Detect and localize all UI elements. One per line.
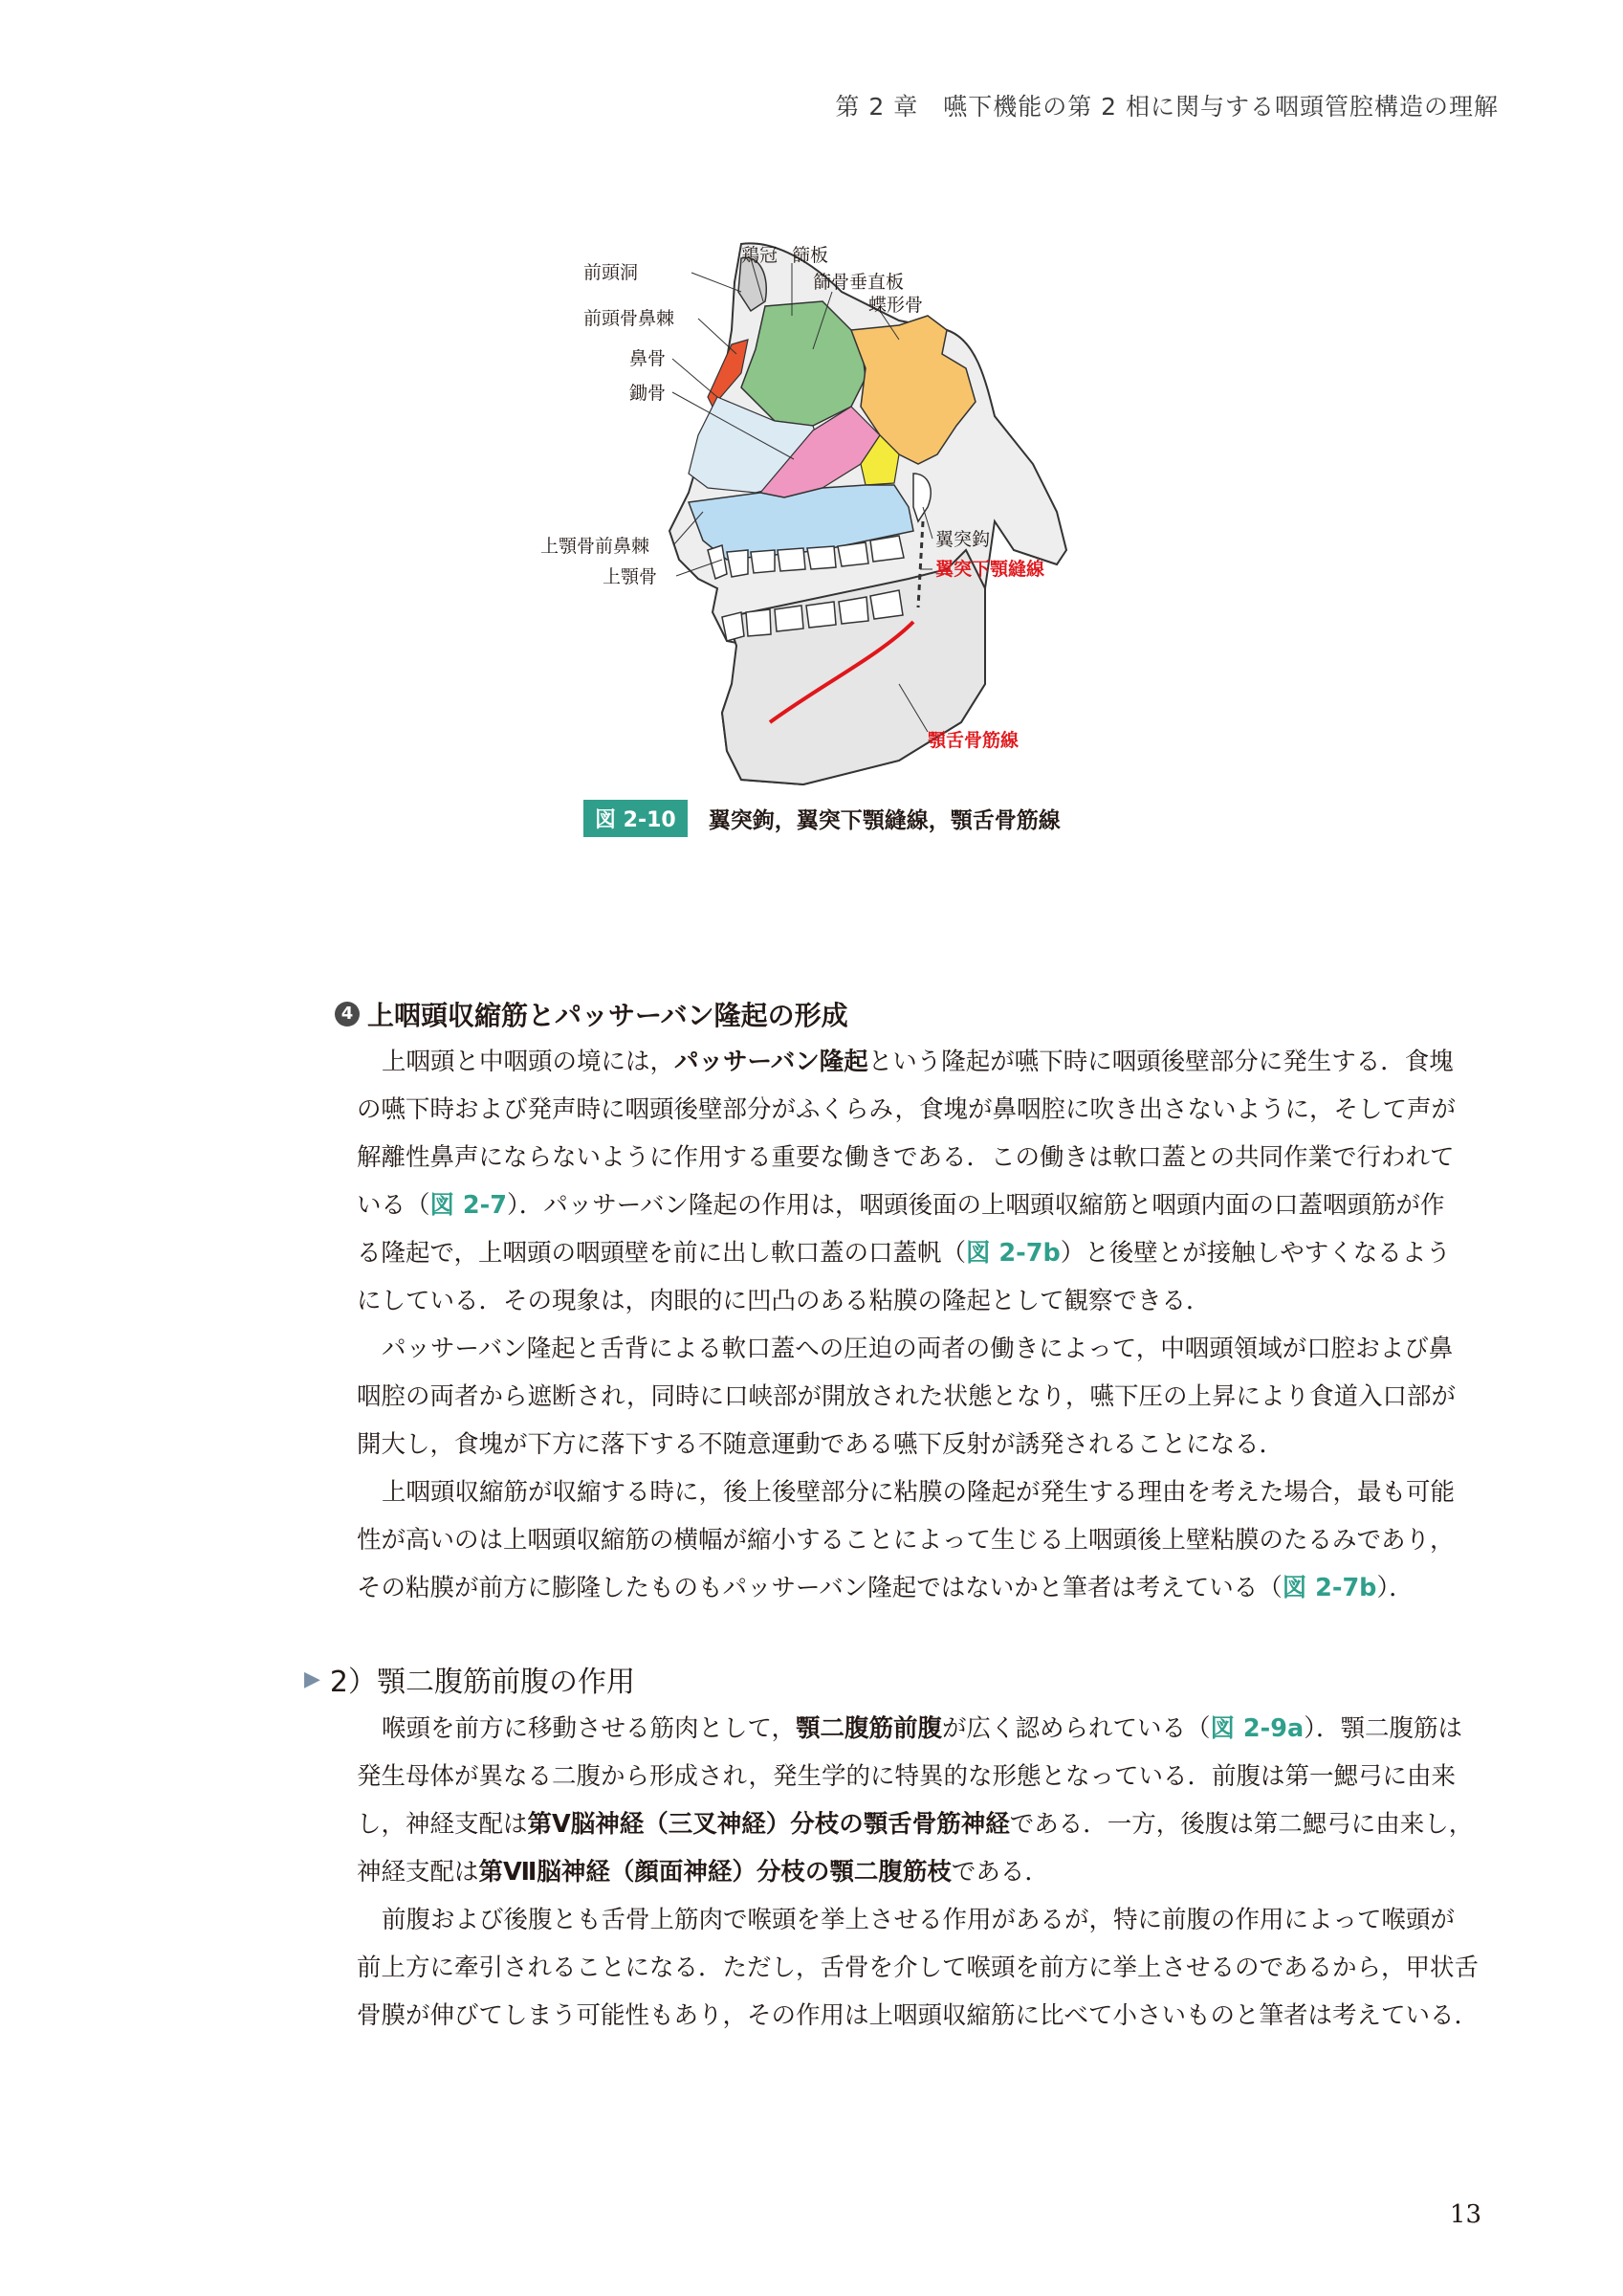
paragraph: パッサーバン隆起と舌背による軟口蓋への圧迫の両者の働きによって，中咽頭領域が口腔および鼻 咽腔の両者から遮断され，同時に口峡部が開放された状態となり，嚥下圧の上昇により食道入口部が 開大し，食塊が下方に落下する不随意運動である嚥下反射が誘発されることになる． (357, 1335, 1457, 1459)
label-maxilla: 上顎骨 (603, 566, 658, 587)
section-heading-4 (335, 995, 848, 1033)
figure-caption (583, 800, 1061, 836)
page-number: 13 (1449, 2200, 1481, 2229)
label-vomer: 鋤骨 (629, 383, 667, 404)
section4-body (357, 1038, 1487, 1612)
paragraph: 上咽頭収縮筋が収縮する時に，後上後壁部分に粘膜の隆起が発生する理由を考えた場合，最も可能 性が高いのは上咽頭収縮筋の横幅が縮小することによって生じる上咽頭後上壁粘膜のたるみであり， その粘膜が前方に膨隆したものもパッサーバン隆起ではないかと筆者は考えている（図 2-7b）． (357, 1478, 1456, 1602)
paragraph: 上咽頭と中咽頭の境には，パッサーバン隆起という隆起が嚥下時に咽頭後壁部分に発生する．食塊 の嚥下時および発声時に咽頭後壁部分がふくらみ，食塊が鼻咽腔に吹き出さないように，そして声が 解離性鼻声にならないように作用する重要な働きである．この働きは軟口蓋との共同作業で行われて いる（図 2-7）．パッサーバン隆起の作用は，咽頭後面の上咽頭収縮筋と咽頭内面の口蓋咽頭筋が作 る隆起で，上咽頭の咽頭壁を前に出し軟口蓋の口蓋帆（図 2-7b）と後壁とが接触しやすくなるよう にしている．その現象は，肉眼的に凹凸のある粘膜の隆起として観察できる． (357, 1048, 1457, 1315)
section2-body (357, 1705, 1487, 2040)
subsection-heading (304, 1658, 635, 1700)
anatomy-figure (536, 234, 1186, 799)
figure-number-badge: 図 2-10 (583, 800, 688, 837)
triangle-bullet-icon: ▶ (304, 1667, 320, 1691)
label-cribriform-plate: 篩板 (792, 245, 829, 266)
paragraph: 前腹および後腹とも舌骨上筋肉で喉頭を挙上させる作用があるが，特に前腹の作用によって喉頭が 前上方に牽引されることになる．ただし，舌骨を介して喉頭を前方に挙上させるのであるから，甲状舌 骨膜が伸びてしまう可能性もあり，その作用は上咽頭収縮筋に比べて小さいものと筆者は考えている． (357, 1906, 1480, 2030)
label-sphenoid: 蝶形骨 (868, 295, 924, 316)
label-pterygomandibular-raphe: 翼突下顎縫線 (935, 559, 1045, 580)
section-number: 4 (335, 1002, 360, 1027)
label-nasal-bone: 鼻骨 (629, 348, 667, 369)
paragraph: 喉頭を前方に移動させる筋肉として，顎二腹筋前腹が広く認められている（図 2-9a）．顎二腹筋は 発生母体が異なる二腹から形成され，発生学的に特異的な形態となっている．前腹は第一鰓弓に由来 し，神経支配は第Ⅴ脳神経（三叉神経）分枝の顎舌骨筋神経である．一方，後腹は第二鰓弓に由来し， 神経支配は第Ⅶ脳神経（顔面神経）分枝の顎二腹筋枝である． (357, 1714, 1474, 1887)
label-frontal-sinus: 前頭洞 (583, 262, 639, 283)
label-perpendicular-plate: 篩骨垂直板 (813, 272, 905, 293)
label-anterior-nasal-spine: 上顎骨前鼻棘 (540, 536, 650, 557)
label-hamulus: 翼突鈎 (935, 529, 991, 550)
label-frontal-nasal-spine: 前頭骨鼻棘 (583, 308, 675, 329)
label-crista-galli: 鶏冠 (741, 245, 779, 266)
running-head: 第 2 章 嚥下機能の第 2 相に関与する咽頭管腔構造の理解 (835, 93, 1499, 121)
skull-sagittal-illustration (536, 234, 1186, 799)
caption-text: 翼突鉤，翼突下顎縫線，顎舌骨筋線 (708, 807, 1061, 833)
label-mylohyoid-line: 顎舌骨筋線 (928, 730, 1020, 751)
section-title: 上咽頭収縮筋とパッサーバン隆起の形成 (367, 1000, 848, 1031)
subsection-title: 2）顎二腹筋前腹の作用 (329, 1666, 636, 1699)
